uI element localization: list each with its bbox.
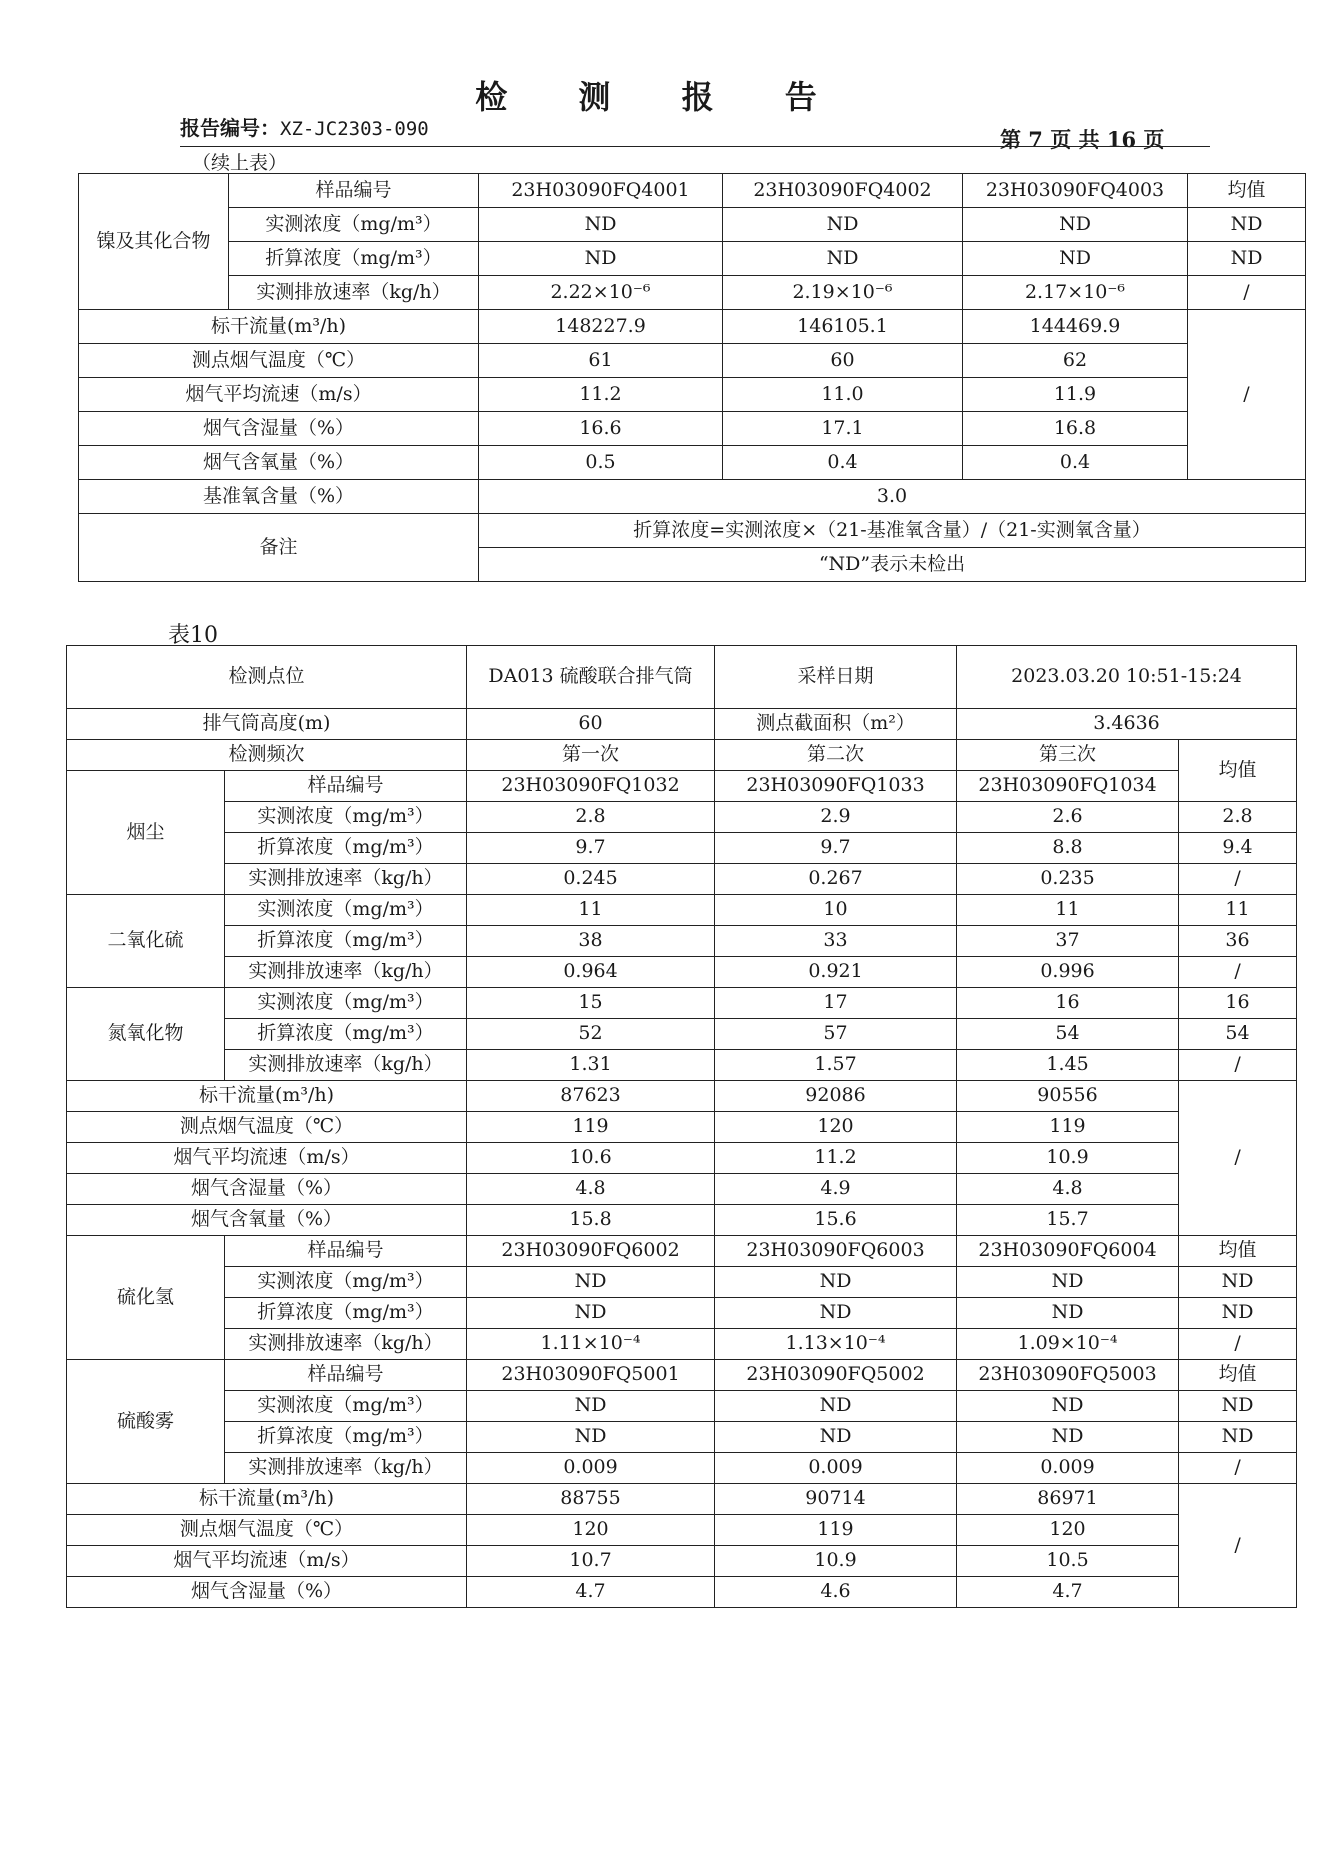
- cell: 15: [467, 988, 715, 1019]
- cell: 148227.9: [479, 310, 723, 344]
- cell: 15.7: [957, 1205, 1179, 1236]
- avg-cell: 16: [1179, 988, 1297, 1019]
- avg-header: 均值: [1188, 174, 1306, 208]
- avg-header: 均值: [1179, 1360, 1297, 1391]
- table-row: [67, 646, 1297, 709]
- avg-cell: ND: [1179, 1391, 1297, 1422]
- cell: 17: [715, 988, 957, 1019]
- table-row: [67, 802, 1297, 833]
- row-label: 实测排放速率（kg/h）: [225, 1050, 467, 1081]
- cell: 1.13×10⁻⁴: [715, 1329, 957, 1360]
- table-row: [67, 1112, 1297, 1143]
- cell: ND: [957, 1298, 1179, 1329]
- cell: 4.6: [715, 1577, 957, 1608]
- cell: 10.7: [467, 1546, 715, 1577]
- cell: 4.8: [957, 1174, 1179, 1205]
- sample-id: 23H03090FQ1033: [715, 771, 957, 802]
- cell: 11.2: [479, 378, 723, 412]
- cell: 2.22×10⁻⁶: [479, 276, 723, 310]
- avg-cell: /: [1179, 864, 1297, 895]
- cell: 0.267: [715, 864, 957, 895]
- row-label: 标干流量(m³/h): [79, 310, 479, 344]
- table-row: [67, 1453, 1297, 1484]
- table-row: [67, 1019, 1297, 1050]
- avg-cell: 54: [1179, 1019, 1297, 1050]
- cell: 11: [467, 895, 715, 926]
- row-label: 实测浓度（mg/m³）: [225, 988, 467, 1019]
- row-label: 烟气含湿量（%）: [79, 412, 479, 446]
- avg-cell: /: [1188, 310, 1306, 480]
- cell: ND: [963, 242, 1188, 276]
- cell: 10.9: [715, 1546, 957, 1577]
- cell: 15.6: [715, 1205, 957, 1236]
- row-label: 烟气含湿量（%）: [67, 1174, 467, 1205]
- cell: 146105.1: [723, 310, 963, 344]
- cell: 4.8: [467, 1174, 715, 1205]
- row-label: 测点截面积（m²）: [715, 709, 957, 740]
- cell: 37: [957, 926, 1179, 957]
- table-caption: 表10: [168, 623, 218, 648]
- cell: 0.5: [479, 446, 723, 480]
- cell: 119: [957, 1112, 1179, 1143]
- cell: 2.19×10⁻⁶: [723, 276, 963, 310]
- row-label: 测点烟气温度（℃）: [67, 1515, 467, 1546]
- cell: 16: [957, 988, 1179, 1019]
- sample-id: 23H03090FQ4002: [723, 174, 963, 208]
- table-row: [79, 514, 1306, 548]
- sample-id: 23H03090FQ6002: [467, 1236, 715, 1267]
- cell: 10.5: [957, 1546, 1179, 1577]
- cell: ND: [957, 1422, 1179, 1453]
- row-label: 折算浓度（mg/m³）: [225, 1019, 467, 1050]
- cell: 4.9: [715, 1174, 957, 1205]
- row-label: 折算浓度（mg/m³）: [225, 1298, 467, 1329]
- row-label: 烟气含湿量（%）: [67, 1577, 467, 1608]
- cell: 11.9: [963, 378, 1188, 412]
- table-row: [79, 378, 1306, 412]
- table-row: [67, 926, 1297, 957]
- cell: 90556: [957, 1081, 1179, 1112]
- row-label: 样品编号: [225, 771, 467, 802]
- report-number: 报告编号：XZ-JC2303-090: [180, 116, 429, 140]
- avg-cell: 2.8: [1179, 802, 1297, 833]
- cell: 92086: [715, 1081, 957, 1112]
- cell: ND: [715, 1267, 957, 1298]
- row-label: 排气筒高度(m): [67, 709, 467, 740]
- sample-id: 23H03090FQ5001: [467, 1360, 715, 1391]
- row-label: 实测浓度（mg/m³）: [225, 1391, 467, 1422]
- table-10: [66, 645, 1297, 1608]
- cell: 1.45: [957, 1050, 1179, 1081]
- table-row: [67, 1391, 1297, 1422]
- cell: ND: [467, 1298, 715, 1329]
- avg-cell: ND: [1179, 1298, 1297, 1329]
- cell: 0.009: [957, 1453, 1179, 1484]
- avg-cell: ND: [1179, 1267, 1297, 1298]
- cell: ND: [957, 1267, 1179, 1298]
- sample-id: 23H03090FQ5003: [957, 1360, 1179, 1391]
- avg-header: 均值: [1179, 1236, 1297, 1267]
- header-rule: [180, 146, 1210, 147]
- cell: 0.4: [963, 446, 1188, 480]
- cell: 2.17×10⁻⁶: [963, 276, 1188, 310]
- cell: 0.235: [957, 864, 1179, 895]
- table-row: [79, 412, 1306, 446]
- cell: 86971: [957, 1484, 1179, 1515]
- cell: ND: [957, 1391, 1179, 1422]
- site-value: DA013 硫酸联合排气筒: [467, 646, 715, 709]
- continued-note: （续上表）: [192, 152, 288, 174]
- cell: 0.996: [957, 957, 1179, 988]
- table-row: [67, 1174, 1297, 1205]
- cell: 38: [467, 926, 715, 957]
- page-indicator: 第 7 页 共 16 页: [1000, 127, 1165, 152]
- cell: 119: [467, 1112, 715, 1143]
- avg-cell: 9.4: [1179, 833, 1297, 864]
- cell: 52: [467, 1019, 715, 1050]
- avg-cell: /: [1179, 1453, 1297, 1484]
- table-row: [67, 988, 1297, 1019]
- table-row: [67, 1236, 1297, 1267]
- cell: 16.6: [479, 412, 723, 446]
- cell: 9.7: [715, 833, 957, 864]
- cell: 2.6: [957, 802, 1179, 833]
- avg-cell: 36: [1179, 926, 1297, 957]
- cell: 9.7: [467, 833, 715, 864]
- table-row: [79, 310, 1306, 344]
- table-row: [67, 833, 1297, 864]
- row-label: 样品编号: [229, 174, 479, 208]
- sample-id: 23H03090FQ4001: [479, 174, 723, 208]
- row-label: 样品编号: [225, 1236, 467, 1267]
- cell: 60: [467, 709, 715, 740]
- cell: 87623: [467, 1081, 715, 1112]
- table-row: [67, 1422, 1297, 1453]
- table-row: [67, 1577, 1297, 1608]
- cell: 2.8: [467, 802, 715, 833]
- remarks-formula: 折算浓度=实测浓度×（21-基准氧含量）/（21-实测氧含量）: [479, 514, 1306, 548]
- cell: 3.4636: [957, 709, 1297, 740]
- table-row: [67, 1143, 1297, 1174]
- group-label: 硫化氢: [67, 1236, 225, 1360]
- cell: 119: [715, 1515, 957, 1546]
- group-label: 镍及其化合物: [79, 174, 229, 310]
- table-row: [67, 957, 1297, 988]
- freq-header: 第二次: [715, 740, 957, 771]
- cell: 10.9: [957, 1143, 1179, 1174]
- cell: ND: [963, 208, 1188, 242]
- cell: 1.09×10⁻⁴: [957, 1329, 1179, 1360]
- avg-cell: ND: [1179, 1422, 1297, 1453]
- cell: ND: [467, 1422, 715, 1453]
- avg-cell: /: [1179, 1484, 1297, 1608]
- row-label: 采样日期: [715, 646, 957, 709]
- cell: ND: [467, 1267, 715, 1298]
- sample-id: 23H03090FQ5002: [715, 1360, 957, 1391]
- row-label: 实测浓度（mg/m³）: [229, 208, 479, 242]
- table-row: [67, 1484, 1297, 1515]
- avg-cell: /: [1188, 276, 1306, 310]
- sample-id: 23H03090FQ6003: [715, 1236, 957, 1267]
- group-label: 硫酸雾: [67, 1360, 225, 1484]
- cell: 120: [957, 1515, 1179, 1546]
- row-label: 基准氧含量（%）: [79, 480, 479, 514]
- remarks-note: “ND”表示未检出: [479, 548, 1306, 582]
- row-label: 折算浓度（mg/m³）: [225, 833, 467, 864]
- cell: 15.8: [467, 1205, 715, 1236]
- group-label: 二氧化硫: [67, 895, 225, 988]
- cell: ND: [479, 208, 723, 242]
- cell: ND: [467, 1391, 715, 1422]
- freq-header: 第一次: [467, 740, 715, 771]
- table-row: [67, 864, 1297, 895]
- group-label: 烟尘: [67, 771, 225, 895]
- row-label: 实测排放速率（kg/h）: [225, 957, 467, 988]
- cell: 2.9: [715, 802, 957, 833]
- continued-table: [78, 173, 1306, 582]
- cell: ND: [715, 1298, 957, 1329]
- cell: 1.57: [715, 1050, 957, 1081]
- table-row: [79, 344, 1306, 378]
- table-row: [67, 1205, 1297, 1236]
- row-label: 烟气平均流速（m/s）: [67, 1546, 467, 1577]
- cell: 16.8: [963, 412, 1188, 446]
- avg-cell: /: [1179, 1329, 1297, 1360]
- cell: 0.964: [467, 957, 715, 988]
- cell: 1.31: [467, 1050, 715, 1081]
- cell: 10.6: [467, 1143, 715, 1174]
- row-label: 折算浓度（mg/m³）: [225, 926, 467, 957]
- row-label: 实测排放速率（kg/h）: [225, 864, 467, 895]
- remarks-label: 备注: [79, 514, 479, 582]
- row-label: 折算浓度（mg/m³）: [225, 1422, 467, 1453]
- cell: 1.11×10⁻⁴: [467, 1329, 715, 1360]
- cell: 0.009: [715, 1453, 957, 1484]
- cell: 62: [963, 344, 1188, 378]
- table-row: [67, 895, 1297, 926]
- table-row: [67, 1360, 1297, 1391]
- table-row: [79, 174, 1306, 208]
- group-label: 氮氧化物: [67, 988, 225, 1081]
- row-label: 实测排放速率（kg/h）: [229, 276, 479, 310]
- row-label: 测点烟气温度（℃）: [79, 344, 479, 378]
- date-value: 2023.03.20 10:51-15:24: [957, 646, 1297, 709]
- row-label: 实测浓度（mg/m³）: [225, 1267, 467, 1298]
- cell: 60: [723, 344, 963, 378]
- cell: 11.2: [715, 1143, 957, 1174]
- table-row: [67, 709, 1297, 740]
- sample-id: 23H03090FQ6004: [957, 1236, 1179, 1267]
- cell: 120: [467, 1515, 715, 1546]
- avg-cell: /: [1179, 1050, 1297, 1081]
- cell: 3.0: [479, 480, 1306, 514]
- table-row: [79, 480, 1306, 514]
- table-row: [79, 446, 1306, 480]
- cell: ND: [715, 1391, 957, 1422]
- table-row: [67, 1329, 1297, 1360]
- page-title: 检 测 报 告: [475, 78, 847, 116]
- cell: 4.7: [957, 1577, 1179, 1608]
- row-label: 烟气含氧量（%）: [79, 446, 479, 480]
- row-label: 实测排放速率（kg/h）: [225, 1453, 467, 1484]
- cell: 54: [957, 1019, 1179, 1050]
- cell: 33: [715, 926, 957, 957]
- cell: 88755: [467, 1484, 715, 1515]
- cell: 0.009: [467, 1453, 715, 1484]
- freq-header: 第三次: [957, 740, 1179, 771]
- cell: 0.4: [723, 446, 963, 480]
- cell: 120: [715, 1112, 957, 1143]
- row-label: 标干流量(m³/h): [67, 1081, 467, 1112]
- cell: ND: [715, 1422, 957, 1453]
- table-row: [67, 771, 1297, 802]
- table-row: [67, 1267, 1297, 1298]
- table-row: [79, 242, 1306, 276]
- row-label: 折算浓度（mg/m³）: [229, 242, 479, 276]
- cell: 10: [715, 895, 957, 926]
- sample-id: 23H03090FQ1034: [957, 771, 1179, 802]
- avg-cell: /: [1179, 957, 1297, 988]
- cell: ND: [723, 208, 963, 242]
- row-label: 烟气含氧量（%）: [67, 1205, 467, 1236]
- cell: 4.7: [467, 1577, 715, 1608]
- table-row: [67, 1546, 1297, 1577]
- table-row: [67, 740, 1297, 771]
- table-row: [67, 1298, 1297, 1329]
- cell: 11: [957, 895, 1179, 926]
- table-row: [79, 276, 1306, 310]
- table-row: [67, 1081, 1297, 1112]
- cell: 17.1: [723, 412, 963, 446]
- row-label: 标干流量(m³/h): [67, 1484, 467, 1515]
- cell: 8.8: [957, 833, 1179, 864]
- row-label: 实测浓度（mg/m³）: [225, 802, 467, 833]
- row-label: 样品编号: [225, 1360, 467, 1391]
- row-label: 检测频次: [67, 740, 467, 771]
- row-label: 测点烟气温度（℃）: [67, 1112, 467, 1143]
- avg-header: 均值: [1179, 740, 1297, 802]
- cell: 0.245: [467, 864, 715, 895]
- sample-id: 23H03090FQ4003: [963, 174, 1188, 208]
- cell: ND: [723, 242, 963, 276]
- cell: 11.0: [723, 378, 963, 412]
- cell: ND: [479, 242, 723, 276]
- sample-id: 23H03090FQ1032: [467, 771, 715, 802]
- avg-cell: ND: [1188, 208, 1306, 242]
- row-label: 烟气平均流速（m/s）: [79, 378, 479, 412]
- cell: 0.921: [715, 957, 957, 988]
- cell: 57: [715, 1019, 957, 1050]
- cell: 144469.9: [963, 310, 1188, 344]
- avg-cell: ND: [1188, 242, 1306, 276]
- table-row: [67, 1050, 1297, 1081]
- row-label: 检测点位: [67, 646, 467, 709]
- cell: 90714: [715, 1484, 957, 1515]
- table-row: [79, 208, 1306, 242]
- table-row: [67, 1515, 1297, 1546]
- cell: 61: [479, 344, 723, 378]
- row-label: 烟气平均流速（m/s）: [67, 1143, 467, 1174]
- row-label: 实测浓度（mg/m³）: [225, 895, 467, 926]
- row-label: 实测排放速率（kg/h）: [225, 1329, 467, 1360]
- avg-cell: 11: [1179, 895, 1297, 926]
- avg-cell: /: [1179, 1081, 1297, 1236]
